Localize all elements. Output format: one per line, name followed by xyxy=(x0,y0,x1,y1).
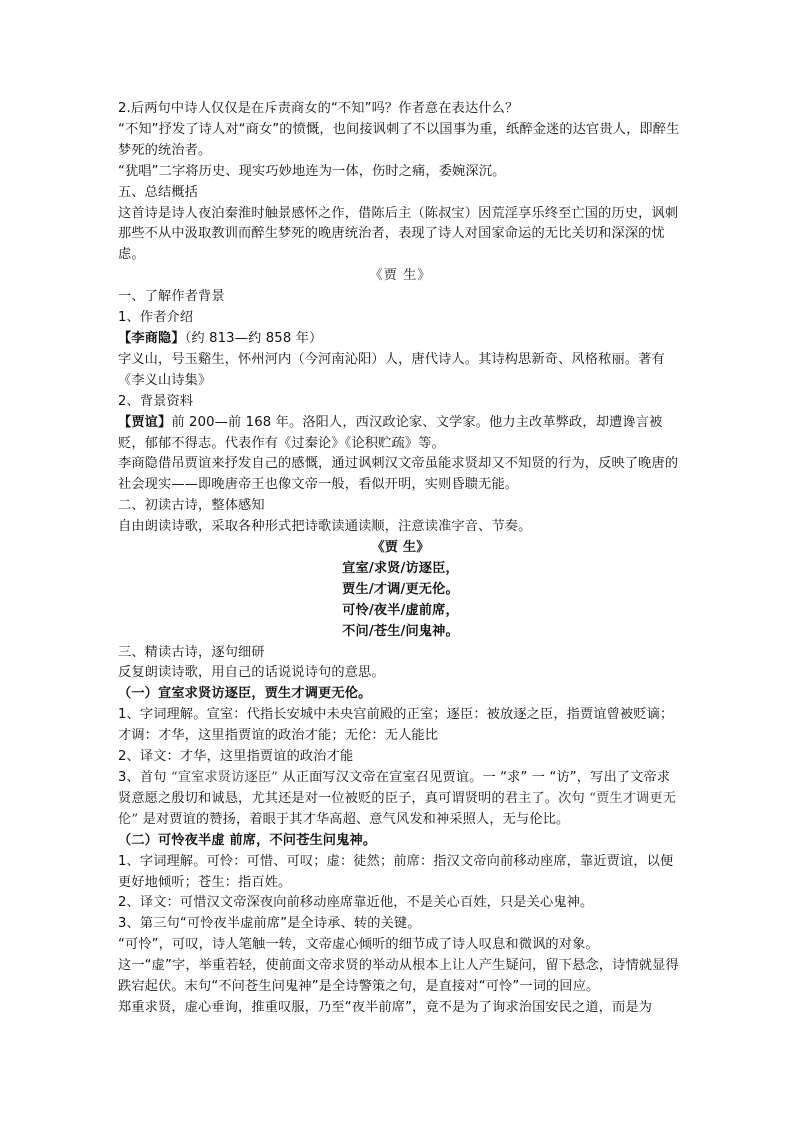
paragraph: 五、总结概括 xyxy=(118,184,199,200)
label-text: 前 200—前 168 年。洛阳人，西汉政论家、文学家。他力主改革弊政，却遭谗言被贬，郁郁不得志。代表作有《过秦论》《论积贮疏》等。 xyxy=(118,414,663,451)
paragraph: 1、作者介绍 xyxy=(118,310,194,326)
paragraph xyxy=(118,329,683,350)
paragraph: 自由朗读诗歌，采取各种形式把诗歌读通读顺，注意读准字音、节奏。 xyxy=(118,519,532,535)
text-run: 从正面写汉文帝在宣室召见贾谊。一 “求” 一 “访”，写出了文帝求贤意愿之殷切和诚恳，尤其还是对一位被贬的臣子，真可谓贤明的君主了。次句 xyxy=(118,770,671,806)
paragraph: 三、精读古诗，逐句细研 xyxy=(118,644,265,660)
paragraph: 这一“虚”字，举重若轻，使前面文帝求贤的举动从根本上让人产生疑问，留下悬念，诗情就显得跌宕起伏。末句“不问苍生问鬼神”是全诗警策之句，是直接对“可怜”一词的回应。 xyxy=(118,958,679,995)
paragraph: 反复朗读诗歌，用自己的话说说诗句的意思。 xyxy=(118,665,385,681)
paragraph: 1、字词理解。可怜：可惜、可叹；虚：徒然；前席：指汉文帝向前移动座席，靠近贾谊，以便更好地倾听；苍生：指百姓。 xyxy=(118,853,674,890)
quoted-line: “贾生才调更无伦” xyxy=(118,790,677,827)
paragraph: 李商隐借吊贾谊来抒发自己的感慨，通过讽刺汉文帝虽能求贤却又不知贤的行为，反映了晚唐的社会现实——即晚唐帝王也像文帝一般，看似开明，实则昏聩无能。 xyxy=(118,456,679,493)
paragraph xyxy=(118,768,683,831)
paragraph: 2、译文：可惜汉文帝深夜向前移动座席靠近他，不是关心百姓，只是关心鬼神。 xyxy=(118,895,594,911)
quoted-line: “宣室求贤访逐臣” xyxy=(170,770,279,785)
bold-heading: （二）可怜夜半虚 前席，不问苍生问鬼神。 xyxy=(118,832,377,848)
paragraph: 1、字词理解。宣室：代指长安城中未央宫前殿的正室；逐臣：被放逐之臣，指贾谊曾被贬谪；才调：才华，这里指贾谊的政治才能；无伦：无人能比 xyxy=(118,707,674,744)
paragraph: 2、背景资料 xyxy=(118,393,194,409)
document-page xyxy=(118,99,683,1019)
paragraph: 郑重求贤，虚心垂询，推重叹服，乃至“夜半前席”，竟不是为了询求治国安民之道，而是为 xyxy=(118,999,653,1015)
poem-line: 《贾 生》 xyxy=(371,540,430,556)
section-title: 《贾 生》 xyxy=(369,268,432,284)
paragraph: 3、第三句“可怜夜半虚前席”是全诗承、转的关键。 xyxy=(118,916,421,932)
text-run: 是对贾谊的赞扬，着眼于其才华高超、意气风发和神采照人，无与伦比。 xyxy=(138,811,570,827)
paragraph: 2.后两句中诗人仅仅是在斥责商女的“不知”吗？作者意在表达什么？ xyxy=(118,101,519,116)
paragraph xyxy=(118,413,683,455)
poem-line: 宣室/求贤/访逐臣， xyxy=(342,560,459,576)
paragraph: “犹唱”二字将历史、现实巧妙地连为一体，伤时之痛，委婉深沉。 xyxy=(118,163,506,179)
poem-line: 可怜/夜半/虚前席， xyxy=(342,602,459,618)
text-run: 3、首句 xyxy=(118,770,171,785)
bold-heading: （一）宣室求贤访逐臣，贾生才调更无伦。 xyxy=(118,686,372,702)
bold-label: 【贾谊】 xyxy=(118,414,172,430)
paragraph: 字义山，号玉谿生，怀州河内（今河南沁阳）人，唐代诗人。其诗构思新奇、风格秾丽。著有《李义山诗集》 xyxy=(118,351,665,388)
poem-line: 贾生/才调/更无伦。 xyxy=(342,581,459,597)
label-text: （约 813—约 858 年） xyxy=(184,330,323,346)
paragraph: 这首诗是诗人夜泊秦淮时触景感怀之作，借陈后主（陈叔宝）因荒淫享乐终至亡国的历史，讽刺那些不从中汲取教训而醉生梦死的晚唐统治者，表现了诗人对国家命运的无比关切和深深的忧虑。 xyxy=(118,205,679,263)
bold-label: 【李商隐】 xyxy=(118,330,185,346)
poem-line: 不问/苍生/问鬼神。 xyxy=(342,623,459,639)
paragraph: “可怜”，可叹，诗人笔触一转，文帝虚心倾听的细节成了诗人叹息和微讽的对象。 xyxy=(118,937,599,953)
paragraph: “不知”抒发了诗人对“商女”的愤慨，也间接讽刺了不以国事为重，纸醉金迷的达官贵人，即醉生梦死的统治者。 xyxy=(118,121,680,158)
paragraph: 一、了解作者背景 xyxy=(118,289,225,305)
paragraph: 二、初读古诗，整体感知 xyxy=(118,498,265,514)
paragraph: 2、译文：才华，这里指贾谊的政治才能 xyxy=(118,749,354,765)
